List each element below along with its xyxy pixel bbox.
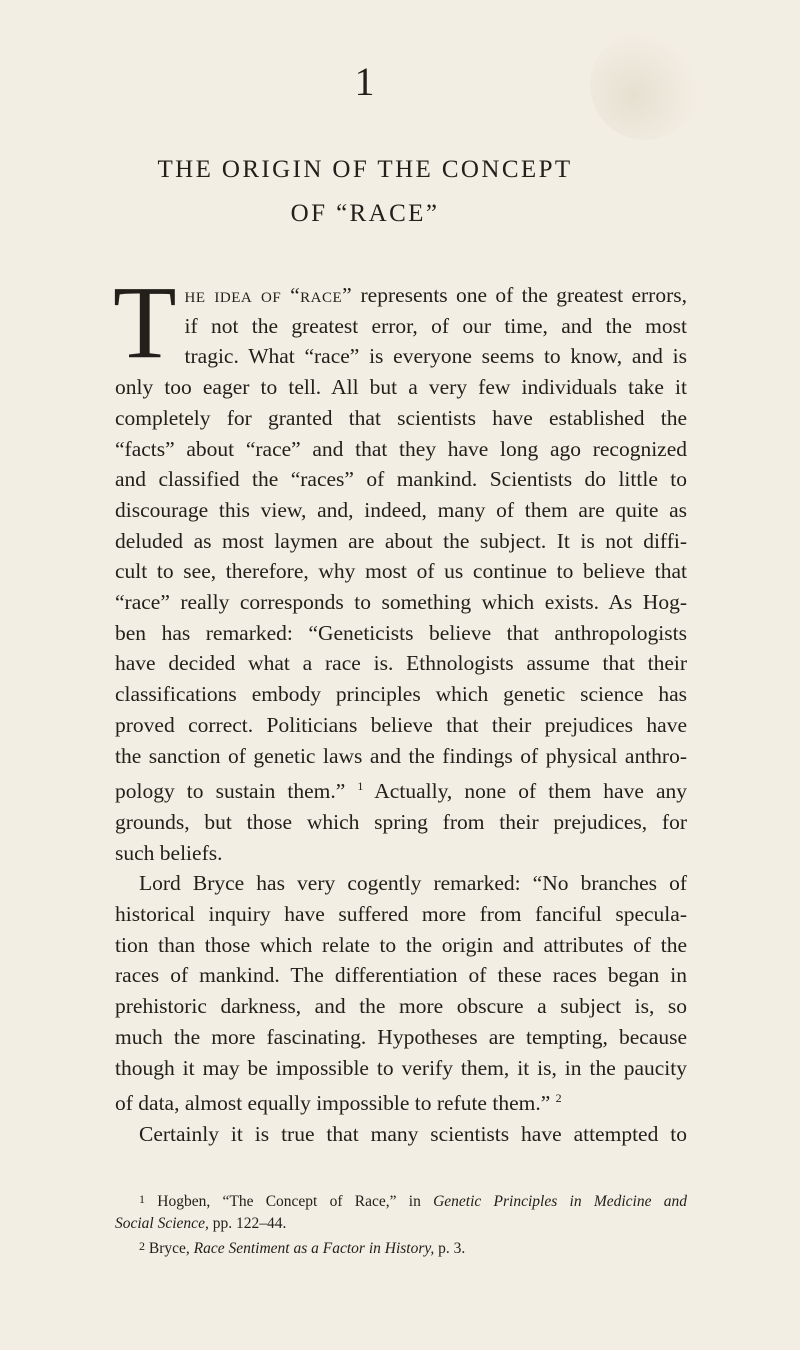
text-line: only too eager to tell. All but a very few individuals take it bbox=[115, 375, 687, 400]
text-line: ben has remarked: “Geneticists believe that anthropologists bbox=[115, 620, 687, 645]
footnote-text: pp. 122–44. bbox=[208, 1215, 287, 1232]
text-line: Certainly it is true that many scientists have attempted to bbox=[139, 1121, 687, 1146]
line-text: represents one of the greatest errors, bbox=[352, 283, 687, 307]
footnote-text: Bryce, bbox=[148, 1240, 194, 1257]
text-line: much the more fascinating. Hypotheses are tempting, because bbox=[115, 1024, 687, 1049]
text-line bbox=[115, 1083, 687, 1119]
footnote-2 bbox=[115, 1235, 687, 1260]
chapter-title-line-1: THE ORIGIN OF THE CONCEPT bbox=[157, 156, 573, 183]
footnotes bbox=[115, 1188, 687, 1260]
text-line: “facts” about “race” and that they have long ago recognized bbox=[115, 436, 687, 461]
text-line: proved correct. Politicians believe that their prejudices have bbox=[115, 712, 687, 737]
text-line: grounds, but those which spring from their prejudices, for bbox=[115, 809, 687, 834]
footnote-1 bbox=[115, 1188, 687, 1213]
footnote-ref-2: 2 bbox=[555, 1091, 562, 1106]
text-line: though it may be impossible to verify them, it is, in the paucity bbox=[115, 1055, 687, 1080]
footnote-text: Hogben, “The Concept of Race,” in bbox=[157, 1193, 434, 1210]
footnote-title: Social Science, bbox=[115, 1215, 209, 1232]
line-text: of data, almost equally impossible to refute them.” bbox=[115, 1091, 551, 1116]
text-line: “race” really corresponds to something which exists. As Hog- bbox=[115, 590, 687, 615]
paragraph-2 bbox=[115, 868, 687, 1119]
text-line: and classified the “races” of mankind. Scientists do little to bbox=[115, 467, 687, 492]
body-text bbox=[113, 265, 687, 1150]
chapter-title-line-2: OF “RACE” bbox=[290, 200, 440, 227]
text-line: such beliefs. bbox=[115, 840, 223, 865]
footnote-number: 1 bbox=[139, 1192, 145, 1206]
text-line: deluded as most laymen are about the subject. It is not diffi- bbox=[115, 528, 687, 553]
opening-lines bbox=[113, 265, 687, 380]
footnote-ref-1: 1 bbox=[357, 779, 364, 794]
text-line: prehistoric darkness, and the more obscure a subject is, so bbox=[115, 994, 687, 1019]
footnote-text: p. 3. bbox=[434, 1240, 466, 1257]
chapter-title bbox=[0, 148, 730, 236]
chapter-number: 1 bbox=[354, 59, 376, 104]
footnote-title: Genetic Principles in Medicine and bbox=[433, 1193, 687, 1210]
small-caps-lead: he idea of “race” bbox=[184, 283, 353, 307]
text-line: classifications embody principles which genetic science has bbox=[115, 682, 687, 707]
text-line: races of mankind. The differentiation of these races began in bbox=[115, 963, 687, 988]
text-line: Lord Bryce has very cogently remarked: “No branches of bbox=[139, 871, 687, 896]
footnote-1-cont bbox=[115, 1213, 687, 1235]
text-line: tion than those which relate to the origin and attributes of the bbox=[115, 932, 687, 957]
line-text: pology to sustain them.” bbox=[115, 779, 346, 804]
text-line: tragic. What “race” is everyone seems to know, and is bbox=[184, 344, 687, 369]
text-line: have decided what a race is. Ethnologists assume that their bbox=[115, 651, 687, 676]
text-line: if not the greatest error, of our time, and the most bbox=[184, 313, 687, 338]
paragraph-1 bbox=[115, 372, 687, 868]
text-line bbox=[115, 771, 687, 807]
line-text: Actually, none of them have any bbox=[363, 779, 687, 804]
paragraph-3 bbox=[115, 1119, 687, 1150]
text-line: discourage this view, and, indeed, many of them are quite as bbox=[115, 497, 687, 522]
text-line: completely for granted that scientists have established the bbox=[115, 405, 687, 430]
text-line: cult to see, therefore, why most of us continue to believe that bbox=[115, 559, 687, 584]
text-line: the sanction of genetic laws and the findings of physical anthro- bbox=[115, 743, 687, 768]
footnote-number: 2 bbox=[139, 1239, 145, 1253]
text-line: historical inquiry have suffered more from fanciful specula- bbox=[115, 902, 687, 927]
drop-cap: T bbox=[113, 265, 177, 380]
text-line bbox=[115, 280, 687, 311]
footnote-title: Race Sentiment as a Factor in History, bbox=[193, 1240, 435, 1257]
